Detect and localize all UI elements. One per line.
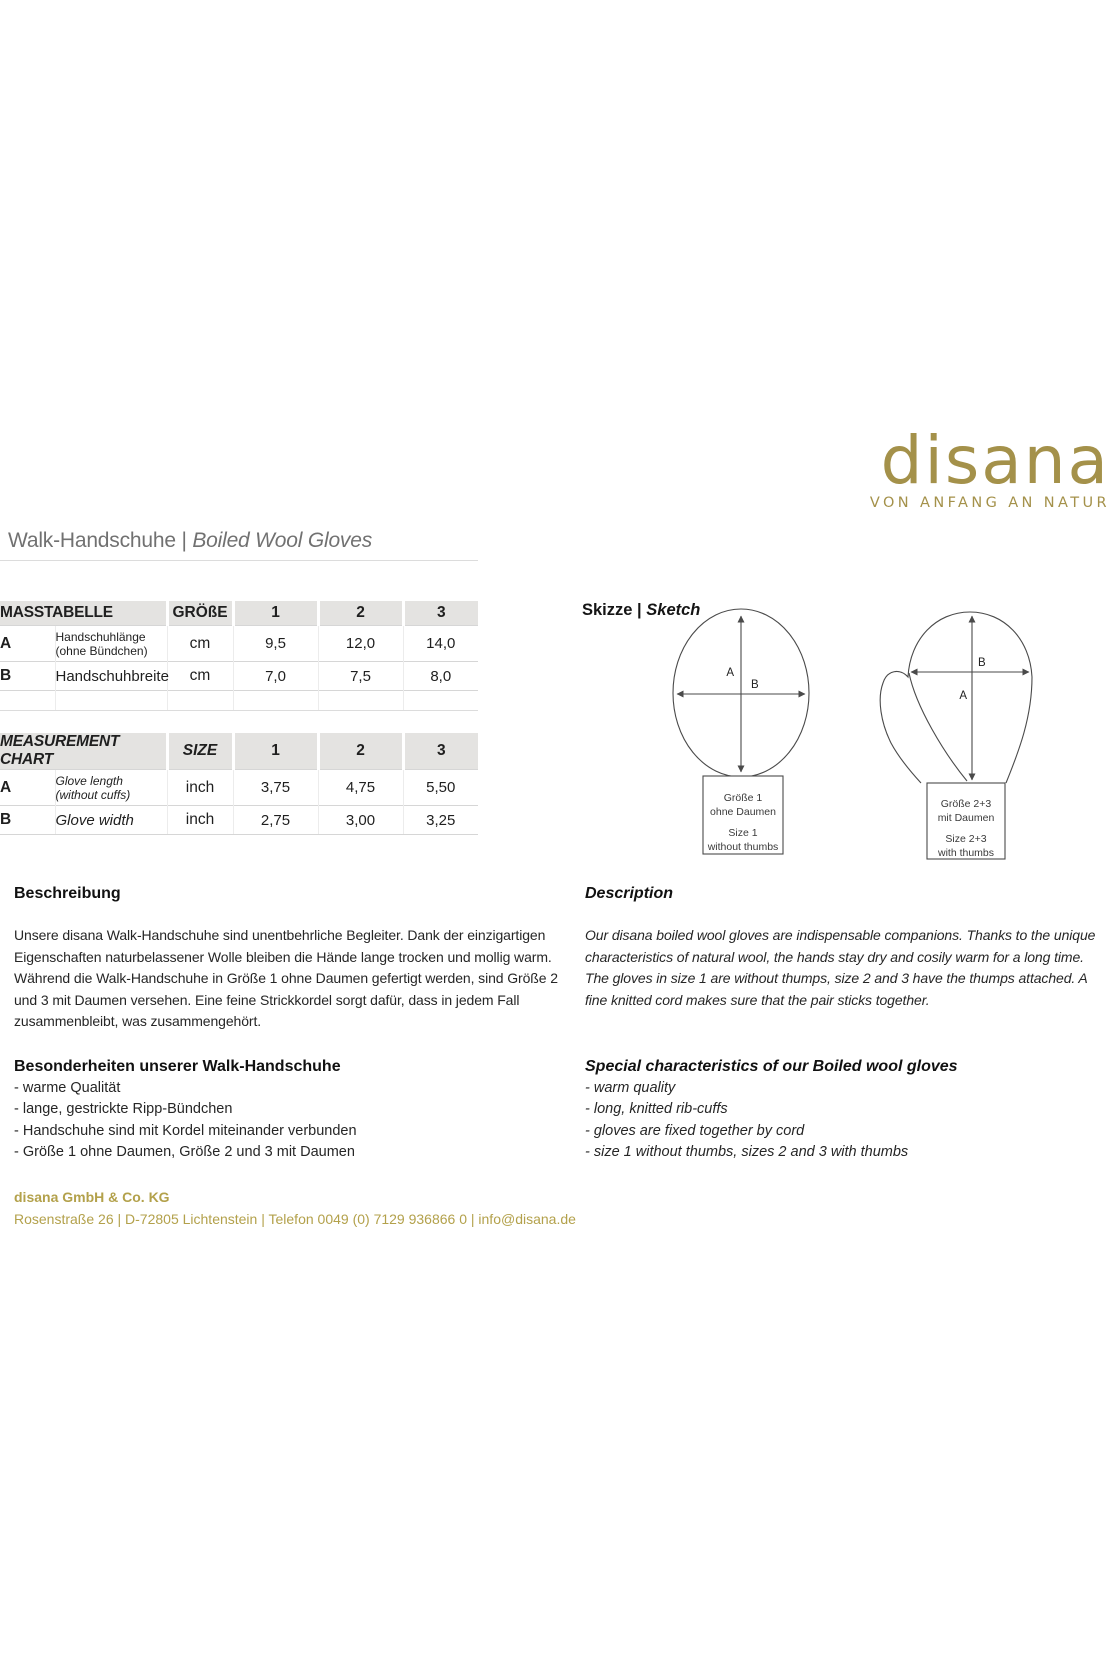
glove2-label-de-line1: Größe 2+3 <box>940 798 992 810</box>
page-title <box>8 529 372 553</box>
feature-item: - lange, gestrickte Ripp-Bündchen <box>14 1101 233 1117</box>
feature-item: - warme Qualität <box>14 1079 121 1096</box>
glove2-thumb-line <box>909 673 967 781</box>
glove1-label-en-line1: Size 1 <box>728 827 758 839</box>
row-label <box>55 806 167 835</box>
size-column-header: 1 <box>233 733 318 770</box>
value-size2: 7,5 <box>318 662 403 691</box>
row-label <box>55 626 167 662</box>
size-column-header: 1 <box>233 601 318 626</box>
sketch-heading-de: Skizze <box>582 601 633 619</box>
feature-item: - Handschuhe sind mit Kordel miteinander verbunden <box>14 1122 357 1139</box>
value-size1: 3,75 <box>233 770 318 806</box>
table-row-glove-length <box>0 770 478 806</box>
description-text-de <box>14 925 570 1033</box>
row-key: A <box>0 770 55 806</box>
footer-address: Rosenstraße 26 | D-72805 Lichtenstein | Telefon 0049 (0) 7129 936866 0 | info@disana.de <box>14 1211 576 1227</box>
value-size3: 3,25 <box>403 806 478 835</box>
glove2-label-en-line2: with thumbs <box>937 847 995 859</box>
row-label-line2: (without cuffs) <box>55 787 131 802</box>
row-unit: cm <box>167 626 233 662</box>
dimension-label-a: A <box>726 667 734 679</box>
disana-logo <box>869 422 1110 511</box>
description-section-de <box>14 884 570 1033</box>
description-heading-de: Beschreibung <box>14 885 121 902</box>
value-size1: 9,5 <box>233 626 318 662</box>
row-label <box>55 770 167 806</box>
size-label-header: SIZE <box>167 733 233 770</box>
row-key: B <box>0 806 55 835</box>
row-label <box>55 662 167 691</box>
dimension-label-a: A <box>959 690 967 702</box>
footer-company-name: disana GmbH & Co. KG <box>14 1189 170 1205</box>
size-column-header: 3 <box>403 601 478 626</box>
table-row-glove-width <box>0 806 478 835</box>
glove-sketches <box>548 595 1116 870</box>
size-column-header: 3 <box>403 733 478 770</box>
table-title: MASSTABELLE <box>0 601 167 626</box>
table-title: MEASUREMENT CHART <box>0 733 167 770</box>
glove-sketch-size1 <box>673 609 809 854</box>
value-size2: 4,75 <box>318 770 403 806</box>
features-heading-de: Besonderheiten unserer Walk-Handschuhe <box>14 1058 341 1075</box>
feature-item: - size 1 without thumbs, sizes 2 and 3 with thumbs <box>585 1144 909 1160</box>
feature-item: - long, knitted rib-cuffs <box>585 1101 728 1117</box>
description-heading-en: Description <box>585 885 674 902</box>
features-section-de <box>14 1056 574 1164</box>
description-section-en <box>585 884 1110 1011</box>
glove2-label-de-line2: mit Daumen <box>937 812 995 824</box>
value-size1: 2,75 <box>233 806 318 835</box>
row-key: B <box>0 662 55 691</box>
dimension-label-b: B <box>751 679 759 691</box>
features-heading-en: Special characteristics of our Boiled wool gloves <box>585 1058 958 1075</box>
table-spacer-row <box>0 691 478 711</box>
value-size2: 12,0 <box>318 626 403 662</box>
description-text-en: Our disana boiled wool gloves are indispensable companions. Thanks to the unique characteristics of natural wool, the hands stay dry and cosily warm for a long time. The gloves in size 1 are without thumps, size 2 and 3 have the thumps attached. A fine knitted cord makes sure that the pair sticks together. <box>585 927 1096 1008</box>
table-spacer-row <box>0 561 478 602</box>
description-paragraph-2-de: Während die Walk-Handschuhe in Größe 1 ohne Daumen gefertigt werden, sind Größe 2 und 3 mit Daumen versehen. Eine feine Strickkordel sorgt dafür, dass in jedem Fall zusammenbleibt, was zusammengehört. <box>14 970 558 1029</box>
dimension-label-b: B <box>978 657 986 669</box>
description-paragraph-1-de: Unsere disana Walk-Handschuhe sind unentbehrliche Begleiter. Dank der einzigartigen Eigenschaften naturbelassener Wolle bleiben die Hände lange trocken und mollig warm. <box>14 927 552 965</box>
company-footer <box>14 1188 576 1228</box>
size-table-imperial <box>0 733 478 835</box>
sketch-heading-divider: | <box>637 601 642 619</box>
row-label-line1: Glove width <box>55 811 134 829</box>
value-size3: 5,50 <box>403 770 478 806</box>
row-unit: cm <box>167 662 233 691</box>
row-unit: inch <box>167 770 233 806</box>
table-row-glove-width <box>0 662 478 691</box>
row-label-line1: Handschuhbreite <box>55 667 169 685</box>
page-title-divider: | <box>181 529 187 552</box>
table-header-row <box>0 733 478 770</box>
value-size1: 7,0 <box>233 662 318 691</box>
row-label-line2: (ohne Bündchen) <box>55 643 148 658</box>
logo-tagline: VON ANFANG AN NATUR <box>869 495 1110 511</box>
page-title-de: Walk-Handschuhe <box>8 529 176 552</box>
feature-item: - Größe 1 ohne Daumen, Größe 2 und 3 mit Daumen <box>14 1144 355 1160</box>
row-label-line1: Handschuhlänge <box>55 629 146 644</box>
table-header-row <box>0 601 478 626</box>
disana-wordmark: disana <box>880 422 1110 499</box>
features-section-en <box>585 1056 1110 1164</box>
size-table-metric <box>0 560 478 711</box>
value-size3: 14,0 <box>403 626 478 662</box>
glove2-body-outline <box>880 612 1032 783</box>
row-unit: inch <box>167 806 233 835</box>
glove1-label-de-line1: Größe 1 <box>723 792 763 804</box>
size-column-header: 2 <box>318 601 403 626</box>
glove-sketch-size23 <box>880 612 1032 859</box>
glove1-label-en-line2: without thumbs <box>707 841 779 853</box>
row-key: A <box>0 626 55 662</box>
glove1-label-de-line2: ohne Daumen <box>710 806 776 818</box>
glove2-label-en-line1: Size 2+3 <box>945 833 987 845</box>
sketch-heading-en: Sketch <box>646 601 701 619</box>
feature-item: - warm quality <box>585 1079 676 1096</box>
row-label-line1: Glove length <box>55 773 123 788</box>
value-size2: 3,00 <box>318 806 403 835</box>
page-title-en: Boiled Wool Gloves <box>192 529 373 552</box>
feature-item: - gloves are fixed together by cord <box>585 1122 805 1139</box>
value-size3: 8,0 <box>403 662 478 691</box>
table-row-glove-length <box>0 626 478 662</box>
size-column-header: 2 <box>318 733 403 770</box>
size-label-header: GRÖßE <box>167 601 233 626</box>
